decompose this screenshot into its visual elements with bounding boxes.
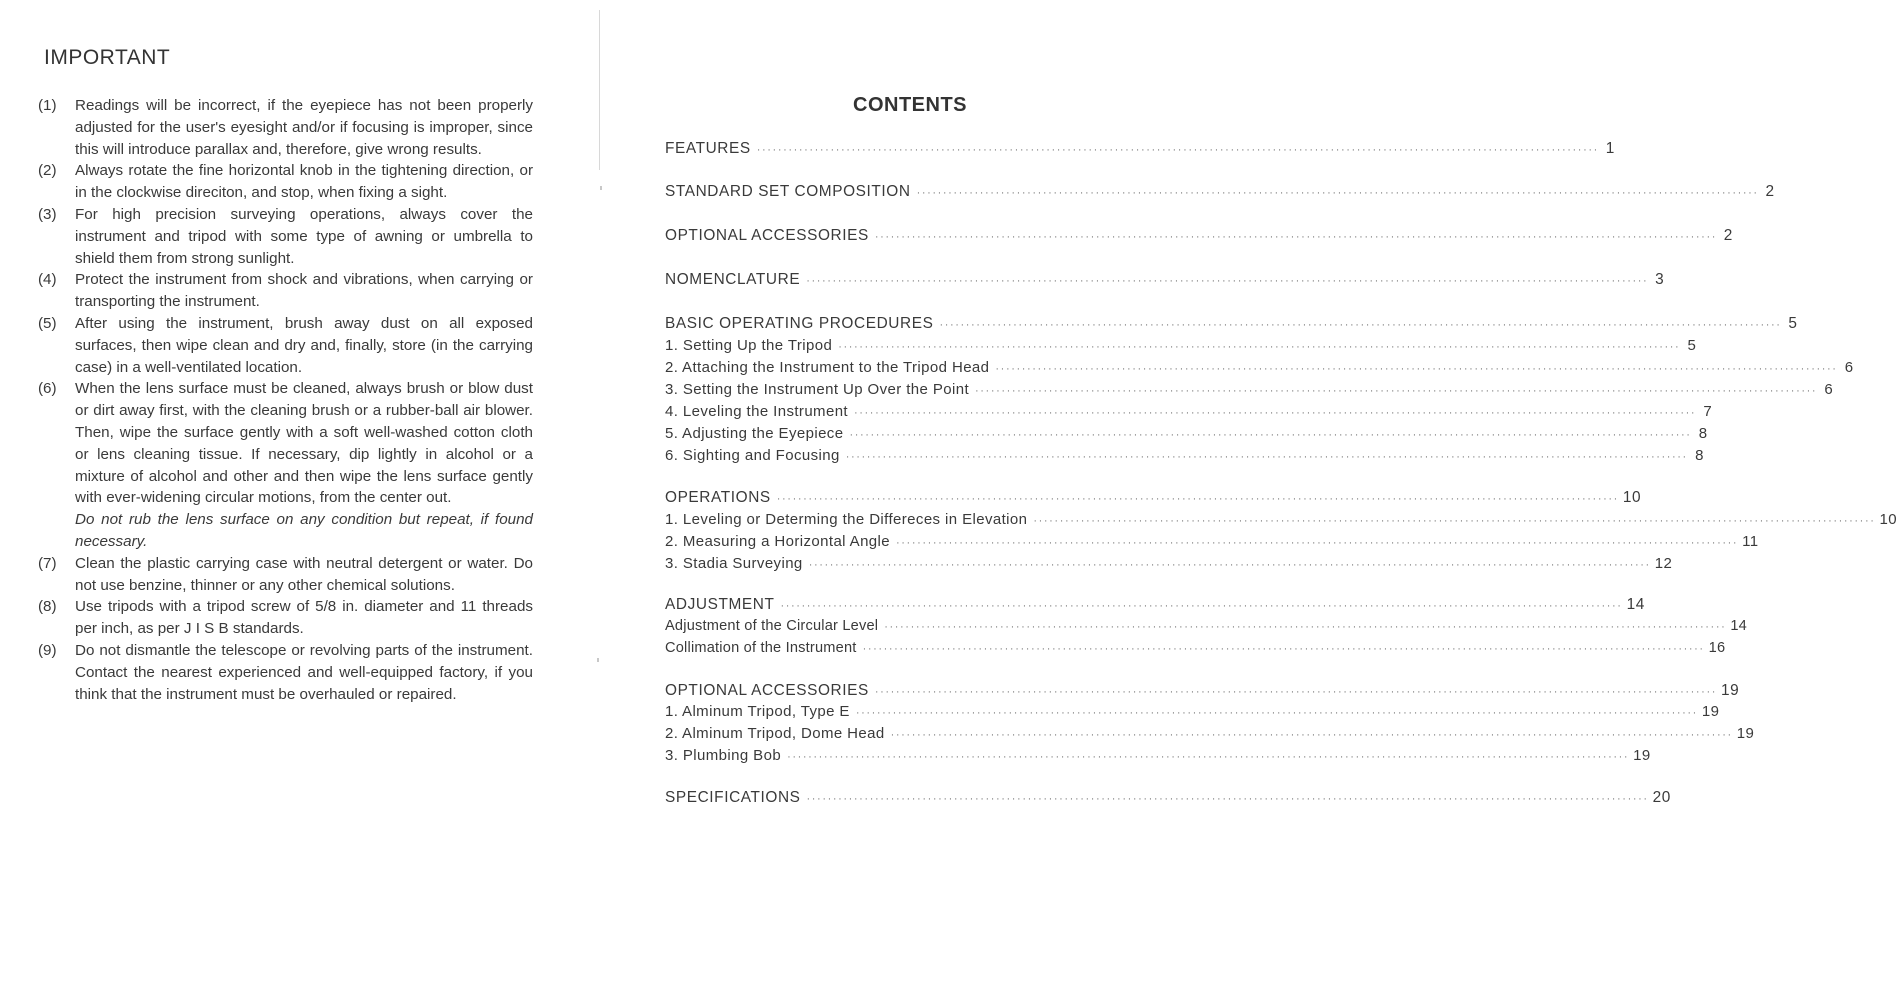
toc-label: STANDARD SET COMPOSITION [665,183,911,200]
toc-entry [665,789,1671,811]
item-text: Use tripods with a tripod screw of 5/8 in. diameter and 11 threads per inch, as per J I S B standards. [75,598,533,638]
toc-entry [665,489,1642,511]
important-item-3 [38,204,533,269]
toc-page-number: 6 [1844,359,1854,376]
toc-entry [665,227,1733,249]
toc-page-number: 3 [1655,271,1665,288]
toc-label: BASIC OPERATING PROCEDURES [665,315,934,332]
important-item-2 [38,160,533,204]
item-text: After using the instrument, brush away dust on all exposed surfaces, then wipe clean and dry and, finally, store (in the carrying case) in a well-ventilated location. [75,314,533,376]
dot-leader: ································································································································································ [896,537,1739,549]
toc-page-number: 19 [1633,747,1651,764]
toc-page-number: 8 [1698,425,1708,442]
toc-entry [665,315,1798,337]
important-item-9 [38,640,533,705]
toc-label: 3. Setting the Instrument Up Over the Point [665,381,970,398]
item-number: (6) [38,380,57,398]
dot-leader: ································································································································································ [854,407,1697,419]
toc-label: FEATURES [665,140,751,157]
toc-page-number: 1 [1605,140,1615,157]
toc-page-number: 10 [1622,489,1642,506]
item-number: (1) [38,97,57,114]
toc-label: 2. Measuring a Horizontal Angle [665,533,891,550]
scan-speck [597,658,599,662]
toc-entry [665,403,1713,425]
item-text: When the lens surface must be cleaned, always brush or blow dust or dirt away first, with the cleaning brush or a rubber-ball air blower. Then, wipe the surface gently with a soft well-washed cotton cloth or lens cleaning tissue. If necessary, dip lightly in alcohol or a mixture of alcohol and other and then wipe the lens surface gently with ever-widening circular motions, from the center out. [75,380,533,507]
important-item-6 [38,378,533,552]
toc-entry [665,381,1834,403]
item-text: Always rotate the fine horizontal knob in the tightening direction, or in the clockwise direciton, and stop, when fixing a sight. [75,162,533,202]
item-number: (9) [38,641,57,659]
toc-entry [665,425,1708,447]
left-page [0,0,600,992]
toc-label: Collimation of the Instrument [665,640,857,656]
toc-label: 1. Leveling or Determing the Differeces in Elevation [665,511,1028,528]
important-list [38,95,533,705]
dot-leader: ································································································································································ [855,707,1698,719]
dot-leader: ································································································································································ [806,793,1649,805]
dot-leader: ································································································································································ [862,643,1705,655]
dot-leader: ································································································································································ [838,341,1681,353]
toc-label: Adjustment of the Circular Level [665,618,879,634]
item-text: Readings will be incorrect, if the eyepiece has not been properly adjusted for the user's eyesight and/or if focusing is improper, since this will introduce parallax and, therefore, give wrong results. [75,97,533,158]
toc-entry [665,703,1720,725]
toc-entry [665,447,1704,469]
toc-label: 1. Setting Up the Tripod [665,337,833,354]
toc-entry [665,337,1697,359]
toc-label: 3. Stadia Surveying [665,555,803,572]
dot-leader: ································································································································································ [776,493,1619,505]
item-text: Protect the instrument from shock and vibrations, when carrying or transporting the instrument. [75,271,533,311]
item-text: Clean the plastic carrying case with neutral detergent or water. Do not use benzine, thinner or any other chemical solutions. [75,554,533,594]
important-item-1 [38,95,533,160]
toc-page-number: 19 [1736,725,1755,742]
toc-entry [665,271,1665,293]
toc-page-number: 10 [1879,511,1897,528]
important-heading: IMPORTANT [44,46,171,69]
toc-entry [665,555,1673,577]
item-text: For high precision surveying operations, always cover the instrument and tripod with some type of awning or umbrella to shield them from strong sunlight. [75,205,533,267]
item-note: Do not rub the lens surface on any condition but repeat, if found necessary. [75,511,533,550]
toc-label: 2. Alminum Tripod, Dome Head [665,725,885,742]
toc-page-number: 6 [1824,381,1834,398]
item-number: (5) [38,314,57,332]
toc-entry [665,533,1759,555]
dot-leader: ································································································································································ [756,144,1599,156]
dot-leader: ································································································································································ [874,686,1717,698]
toc-page-number: 7 [1703,403,1713,420]
toc-page-number: 8 [1695,447,1704,464]
dot-leader: ································································································································································ [1033,515,1876,527]
toc-entry [665,359,1854,381]
toc-label: 1. Alminum Tripod, Type E [665,703,850,720]
toc-label: OPERATIONS [665,489,771,506]
item-number: (4) [38,271,57,289]
toc-label: OPTIONAL ACCESSORIES [665,682,869,699]
toc-page-number: 2 [1765,183,1775,200]
toc-page-number: 5 [1687,337,1697,354]
toc-entry [665,140,1615,162]
toc-page-number: 12 [1654,555,1673,572]
dot-leader: ································································································································································ [808,559,1651,571]
important-item-7 [38,553,533,597]
dot-leader: ································································································································································ [916,187,1759,199]
toc-entry [665,183,1775,205]
dot-leader: ································································································································································ [939,319,1782,331]
item-number: (7) [38,554,57,572]
toc-entry [665,511,1897,533]
dot-leader: ································································································································································ [845,451,1688,463]
dot-leader: ································································································································································ [849,429,1692,441]
item-number: (3) [38,205,57,223]
toc-label: 2. Attaching the Instrument to the Tripod Head [665,359,990,376]
dot-leader: ································································································································································ [806,275,1649,287]
toc-page-number: 5 [1788,315,1798,332]
toc-entry [665,618,1747,640]
toc-page-number: 19 [1720,682,1740,699]
toc-page-number: 2 [1723,227,1733,244]
toc-entry [665,725,1755,747]
dot-leader: ································································································································································ [884,621,1727,633]
dot-leader: ································································································································································ [995,363,1838,375]
dot-leader: ································································································································································ [975,385,1818,397]
toc-entry [665,747,1651,769]
toc-label: ADJUSTMENT [665,596,775,613]
dot-leader: ································································································································································ [874,231,1717,243]
toc-label: 3. Plumbing Bob [665,747,782,764]
contents-heading: CONTENTS [853,94,967,116]
important-item-8 [38,596,533,640]
item-number: (2) [38,162,57,180]
toc-page-number: 14 [1730,618,1747,634]
important-item-4 [38,269,533,313]
toc-label: 5. Adjusting the Eyepiece [665,425,844,442]
dot-leader: ································································································································································ [780,600,1623,612]
toc-label: OPTIONAL ACCESSORIES [665,227,869,244]
important-item-5 [38,313,533,378]
toc-page-number: 16 [1708,640,1726,656]
toc-label: SPECIFICATIONS [665,789,801,806]
dot-leader: ································································································································································ [890,729,1733,741]
toc-label: NOMENCLATURE [665,271,801,288]
dot-leader: ································································································································································ [787,751,1630,763]
toc-page-number: 19 [1701,703,1720,720]
toc-entry [665,640,1726,662]
item-text: Do not dismantle the telescope or revolving parts of the instrument. Contact the nearest experienced and well-equipped factory, if you think that the instrument must be overhauled or repaired. [75,641,533,703]
toc-label: 6. Sighting and Focusing [665,447,840,464]
toc-entry [665,596,1645,618]
toc-entry [665,682,1740,704]
toc-page-number: 14 [1626,596,1645,613]
item-number: (8) [38,598,57,616]
toc-label: 4. Leveling the Instrument [665,403,849,420]
toc-page-number: 11 [1742,533,1759,550]
toc-page-number: 20 [1652,789,1671,806]
